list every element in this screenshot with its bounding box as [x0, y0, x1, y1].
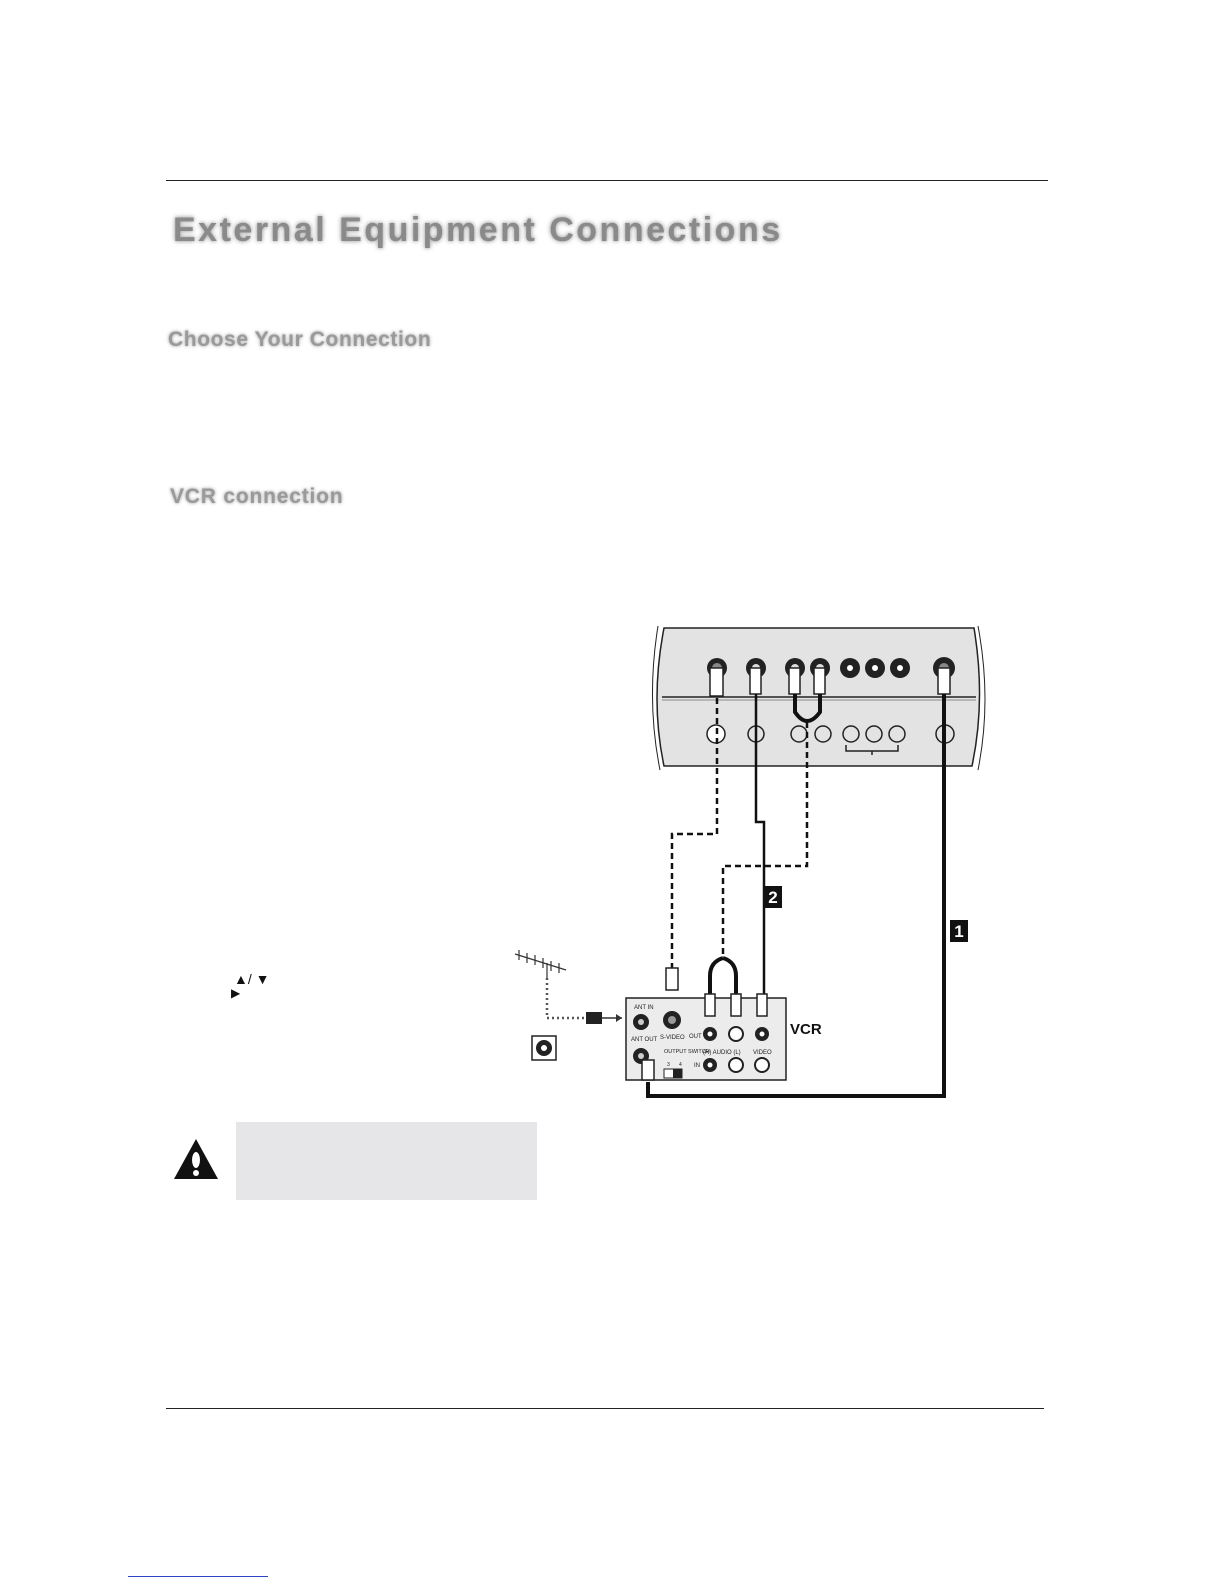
- vcr-ant-in-label: ANT IN: [634, 1005, 654, 1011]
- vcr-audio-label: (R) AUDIO (L): [703, 1050, 741, 1056]
- section-heading-vcr-connection: VCR connection: [170, 485, 344, 508]
- arrow-down-icon: ▼: [255, 971, 270, 987]
- vcr-in-label: IN: [694, 1063, 700, 1069]
- page-title: External Equipment Connections: [173, 211, 783, 249]
- antenna-plug: [586, 1012, 622, 1024]
- vcr-s-video-label: S-VIDEO: [660, 1035, 685, 1041]
- step-1-text: 1: [954, 922, 964, 941]
- vcr-output-switch-label: OUTPUT SWITCH: [664, 1049, 710, 1055]
- section-heading-choose-connection: Choose Your Connection: [168, 328, 432, 351]
- arrow-up-icon: ▲: [234, 971, 248, 987]
- arrow-separator: /: [247, 971, 252, 987]
- step-label-1: [950, 920, 968, 942]
- footer-link-underline: [128, 1576, 268, 1577]
- antenna-icon: [515, 950, 566, 978]
- vcr-switch-3-label: 3: [667, 1062, 670, 1068]
- step-2-text: 2: [768, 888, 778, 907]
- bottom-rule: [166, 1408, 1044, 1409]
- vcr-label: VCR: [790, 1021, 822, 1038]
- step-label-2: [764, 886, 782, 908]
- arrow-right-icon: ▶: [231, 986, 241, 1000]
- wall-outlet-icon: [532, 1036, 556, 1060]
- vcr-ant-out-label: ANT OUT: [631, 1037, 658, 1043]
- vcr-out-label: OUT: [689, 1034, 702, 1040]
- caution-note-box: [236, 1122, 537, 1200]
- vcr-switch-4-label: 4: [679, 1062, 682, 1068]
- vcr-video-label: VIDEO: [753, 1050, 772, 1056]
- warning-icon: [172, 1137, 220, 1181]
